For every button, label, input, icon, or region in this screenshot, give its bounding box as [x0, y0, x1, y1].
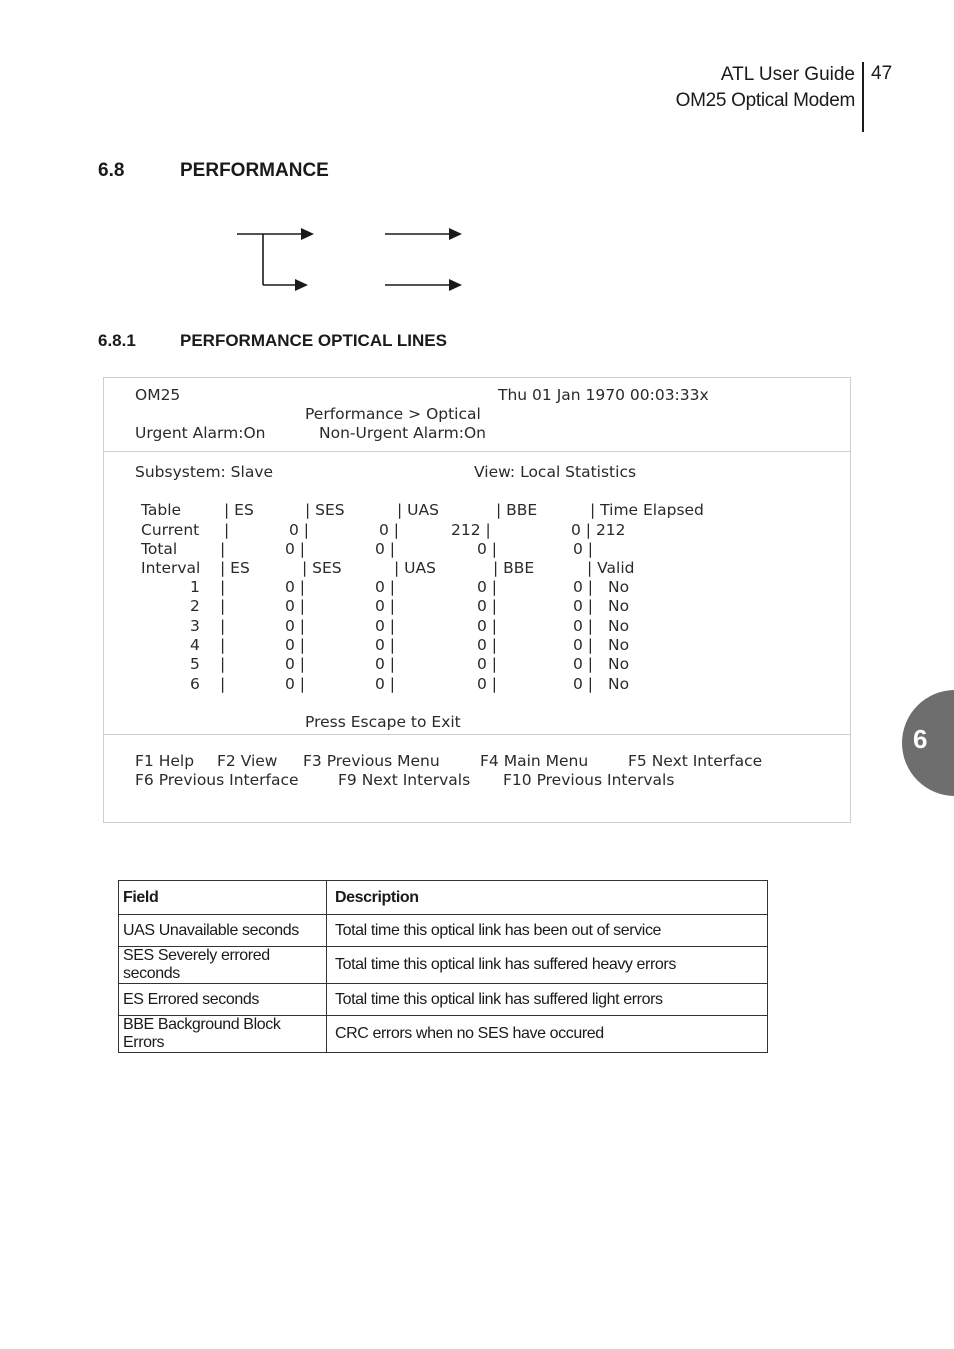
chapter-number: 6 [913, 724, 928, 754]
cell-value: | [220, 674, 226, 693]
cell-value: 0 | [285, 674, 306, 693]
valid-flag: No [608, 597, 630, 616]
cell-value: | [220, 597, 226, 616]
cell-value: | [220, 616, 226, 635]
description-cell: Total time this optical link has suffered light errors [327, 984, 768, 1016]
cell-value: 0 | [573, 540, 594, 558]
terminal-divider [104, 451, 850, 452]
f1-help-key[interactable]: F1 Help [135, 752, 195, 770]
cell-value: 0 | [285, 540, 306, 558]
f9-next-intervals-key[interactable]: F9 Next Intervals [338, 771, 471, 789]
function-key-bar [0, 771, 954, 790]
interval-number: 5 [190, 655, 200, 674]
f3-previous-menu-key[interactable]: F3 Previous Menu [303, 752, 440, 770]
function-key-bar [0, 752, 954, 771]
table-row [119, 947, 768, 984]
cell-value: 0 | [375, 578, 396, 596]
f2-view-key[interactable]: F2 View [217, 752, 278, 770]
cell-value: 0 | [289, 521, 310, 539]
interval-row [0, 597, 954, 616]
cell-value: 0 | 212 [571, 521, 626, 539]
field-cell: SES Severely errored seconds [119, 947, 327, 984]
row-label: Current [141, 521, 200, 539]
page-number: 47 [871, 63, 893, 84]
summary-header-row [0, 501, 954, 520]
cell-value: 0 | [285, 616, 306, 635]
cell-value: 0 | [379, 521, 400, 539]
interval-number: 1 [190, 578, 200, 596]
field-description-table [118, 880, 768, 1053]
cell-value: 0 | [573, 597, 594, 616]
arrowhead-icon [295, 279, 308, 291]
cell-value: 0 | [573, 578, 594, 596]
terminal-subsystem: Subsystem: Slave [135, 463, 274, 481]
interval-number: 4 [190, 635, 200, 654]
column-header: | UAS [397, 501, 439, 519]
column-header: | ES [220, 559, 250, 577]
cell-value: 0 | [375, 674, 396, 693]
interval-number: 3 [190, 616, 200, 635]
valid-flag: No [608, 674, 630, 693]
table-row [119, 984, 768, 1016]
terminal-divider [104, 734, 850, 735]
description-cell: Total time this optical link has suffered heavy errors [327, 947, 768, 984]
valid-flag: No [608, 635, 630, 654]
f6-previous-interface-key[interactable]: F6 Previous Interface [135, 771, 299, 789]
cell-value: 0 | [573, 616, 594, 635]
interval-row [0, 655, 954, 674]
f5-next-interface-key[interactable]: F5 Next Interface [628, 752, 763, 770]
f4-main-menu-key[interactable]: F4 Main Menu [480, 752, 589, 770]
section-number: 6.8 [98, 160, 125, 181]
column-header: | Valid [587, 559, 635, 577]
cell-value: | [220, 540, 226, 558]
cell-value: 0 | [477, 674, 498, 693]
valid-flag: No [608, 616, 630, 635]
terminal-menu-path: Performance > Optical [305, 405, 481, 423]
subsection-number: 6.8.1 [98, 331, 136, 350]
section-title: PERFORMANCE [180, 160, 329, 181]
column-header: | ES [224, 501, 254, 519]
cell-value: 0 | [285, 655, 306, 674]
column-header-description: Description [327, 881, 768, 915]
interval-number: 6 [190, 674, 200, 693]
column-header-field: Field [119, 881, 327, 915]
menu-flow-diagram [230, 222, 470, 298]
row-label: Total [141, 540, 178, 558]
cell-value: 0 | [573, 674, 594, 693]
cell-value: 0 | [375, 616, 396, 635]
terminal-view: View: Local Statistics [474, 463, 637, 481]
terminal-datetime: Thu 01 Jan 1970 00:03:33x [498, 386, 709, 404]
cell-value: 0 | [573, 655, 594, 674]
cell-value: 0 | [285, 578, 306, 596]
interval-number: 2 [190, 597, 200, 616]
cell-value: | [220, 655, 226, 674]
column-header: Interval [141, 559, 201, 577]
cell-value: 0 | [477, 635, 498, 654]
column-header: | Time Elapsed [590, 501, 704, 519]
cell-value: 0 | [573, 635, 594, 654]
arrowhead-icon [301, 228, 314, 240]
interval-row [0, 578, 954, 597]
cell-value: | [220, 635, 226, 654]
interval-row [0, 636, 954, 655]
cell-value: 0 | [375, 597, 396, 616]
cell-value: 0 | [285, 597, 306, 616]
cell-value: 0 | [477, 655, 498, 674]
cell-value: 0 | [477, 597, 498, 616]
cell-value: 0 | [285, 635, 306, 654]
summary-row [0, 521, 954, 540]
column-header: | BBE [496, 501, 538, 519]
cell-value: 0 | [375, 540, 396, 558]
arrowhead-icon [449, 228, 462, 240]
field-cell: ES Errored seconds [119, 984, 327, 1016]
non-urgent-alarm-status: Non-Urgent Alarm:On [319, 424, 486, 442]
cell-value: 0 | [477, 616, 498, 635]
table-row [119, 1016, 768, 1053]
urgent-alarm-status: Urgent Alarm:On [135, 424, 266, 442]
valid-flag: No [608, 655, 630, 674]
column-header: | SES [305, 501, 345, 519]
field-cell: UAS Unavailable seconds [119, 915, 327, 947]
header-product-title: OM25 Optical Modem [675, 90, 855, 111]
subsection-title: PERFORMANCE OPTICAL LINES [180, 331, 447, 350]
column-header: | UAS [394, 559, 436, 577]
column-header: Table [141, 501, 182, 519]
terminal-device-name: OM25 [135, 386, 181, 404]
cell-value: | [220, 578, 226, 596]
cell-value: 0 | [375, 655, 396, 674]
cell-value: | [224, 521, 230, 539]
cell-value: 0 | [375, 635, 396, 654]
interval-row [0, 675, 954, 694]
description-cell: CRC errors when no SES have occured [327, 1016, 768, 1053]
interval-header-row [0, 559, 954, 578]
table-row [119, 915, 768, 947]
table-body [119, 915, 768, 1053]
header-divider [862, 62, 864, 132]
interval-row [0, 617, 954, 636]
cell-value: 0 | [477, 578, 498, 596]
cell-value: 0 | [477, 540, 498, 558]
table-header-row [119, 881, 768, 915]
field-cell: BBE Background Block Errors [119, 1016, 327, 1053]
escape-hint: Press Escape to Exit [305, 713, 461, 731]
f10-previous-intervals-key[interactable]: F10 Previous Intervals [503, 771, 675, 789]
description-cell: Total time this optical link has been out of service [327, 915, 768, 947]
column-header: | SES [302, 559, 342, 577]
summary-row [0, 540, 954, 559]
cell-value: 212 | [451, 521, 491, 539]
header-guide-title: ATL User Guide [720, 64, 855, 85]
valid-flag: No [608, 578, 630, 596]
arrowhead-icon [449, 279, 462, 291]
column-header: | BBE [493, 559, 535, 577]
